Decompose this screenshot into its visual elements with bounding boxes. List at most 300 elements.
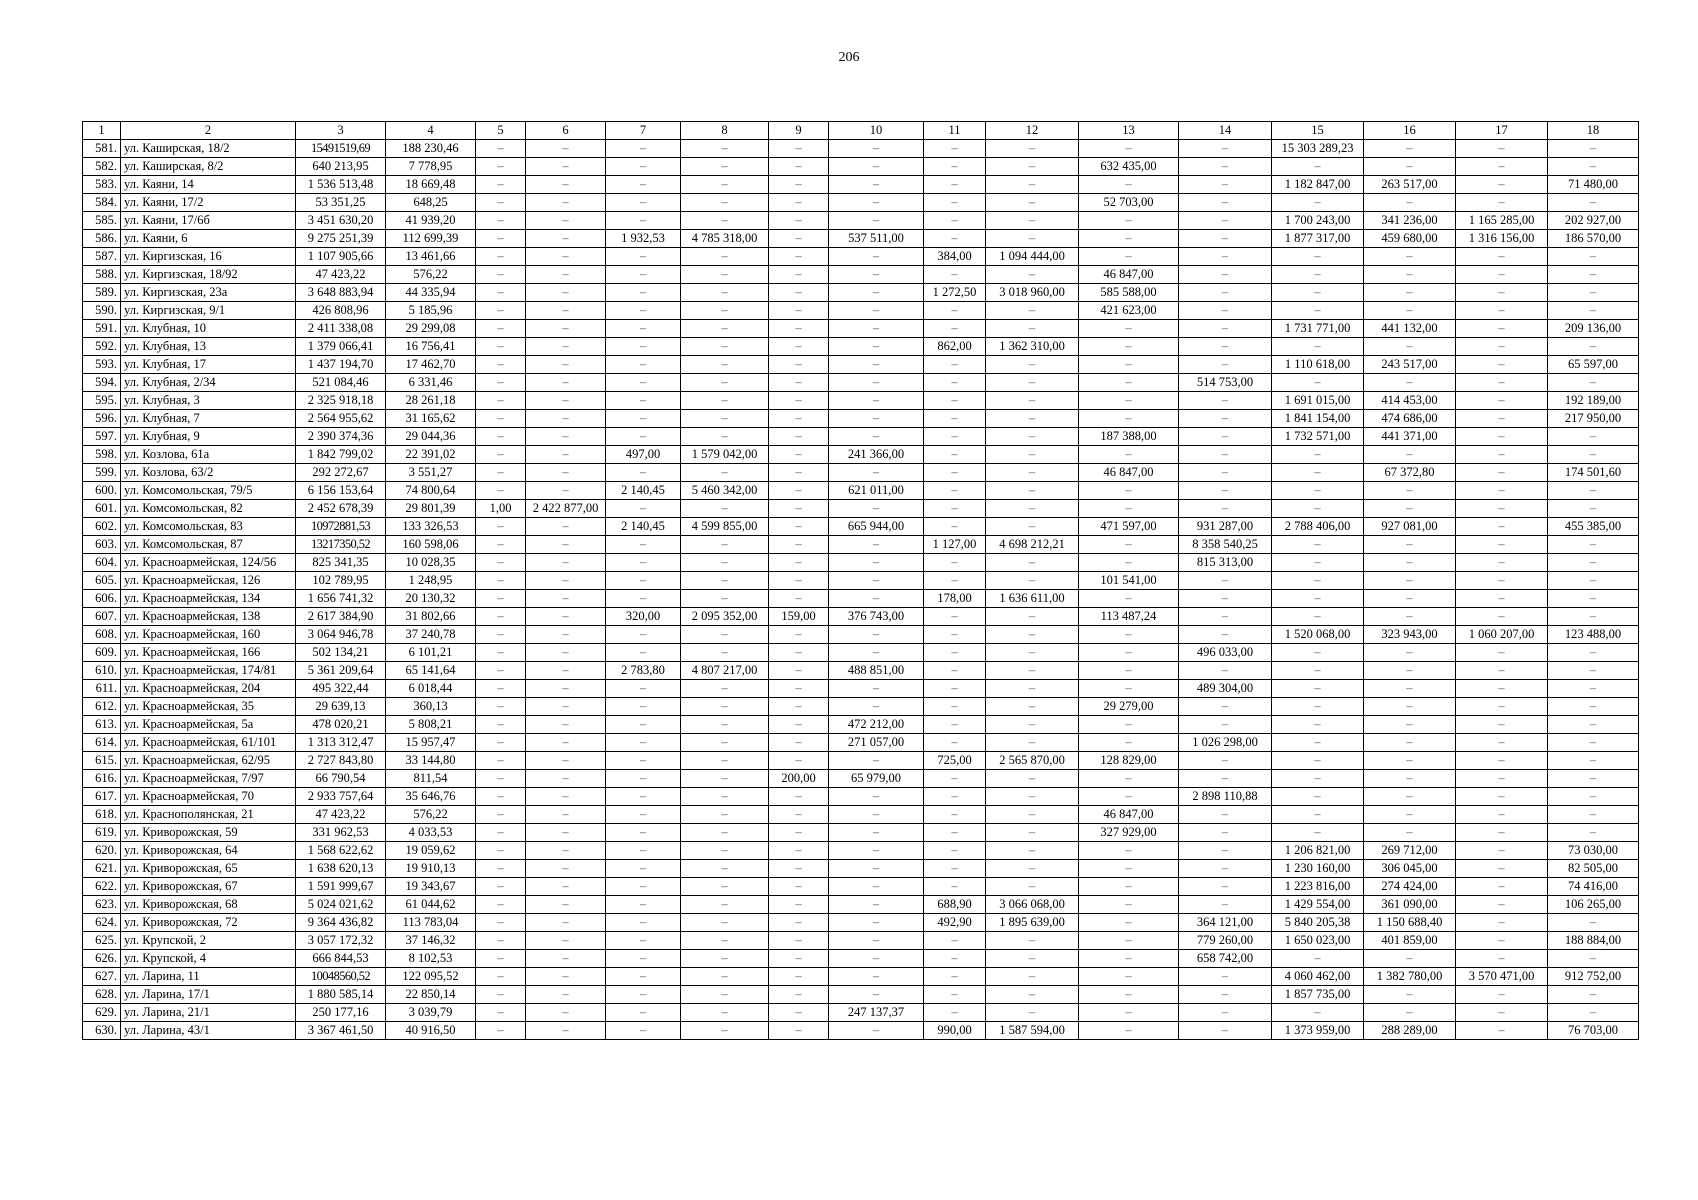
address-cell: ул. Каширская, 18/2 [121, 140, 296, 158]
value-cell: – [769, 662, 829, 680]
value-cell: – [1079, 248, 1179, 266]
value-cell: – [1548, 194, 1639, 212]
value-cell: – [1548, 680, 1639, 698]
value-cell: 1 373 959,00 [1272, 1022, 1364, 1040]
value-cell: – [986, 860, 1079, 878]
value-cell: – [1179, 1004, 1272, 1022]
value-cell: – [1364, 662, 1456, 680]
value-cell: 1 587 594,00 [986, 1022, 1079, 1040]
row-number-cell: 624. [83, 914, 121, 932]
table-row [83, 626, 1639, 644]
value-cell: 46 847,00 [1079, 464, 1179, 482]
value-cell: – [924, 968, 986, 986]
address-cell: ул. Клубная, 17 [121, 356, 296, 374]
value-cell: – [986, 788, 1079, 806]
row-number-cell: 623. [83, 896, 121, 914]
value-cell: – [986, 158, 1079, 176]
value-cell: – [1272, 788, 1364, 806]
value-cell: – [924, 410, 986, 428]
value-cell: – [1272, 698, 1364, 716]
row-number-cell: 617. [83, 788, 121, 806]
value-cell: – [1272, 554, 1364, 572]
address-cell: ул. Красноармейская, 166 [121, 644, 296, 662]
address-cell: ул. Красноармейская, 134 [121, 590, 296, 608]
value-cell: 640 213,95 [296, 158, 386, 176]
value-cell: – [924, 140, 986, 158]
row-number-cell: 626. [83, 950, 121, 968]
value-cell: – [1456, 374, 1548, 392]
value-cell: – [1272, 500, 1364, 518]
table-row [83, 590, 1639, 608]
value-cell: – [681, 356, 769, 374]
table-row [83, 302, 1639, 320]
value-cell: – [1272, 464, 1364, 482]
table-row [83, 842, 1639, 860]
value-cell: – [526, 320, 606, 338]
value-cell: – [1456, 500, 1548, 518]
value-cell: – [1079, 554, 1179, 572]
value-cell: – [1079, 446, 1179, 464]
column-header: 7 [606, 122, 681, 140]
value-cell: 2 325 918,18 [296, 392, 386, 410]
value-cell: – [681, 320, 769, 338]
value-cell: 361 090,00 [1364, 896, 1456, 914]
column-header: 14 [1179, 122, 1272, 140]
value-cell: – [606, 140, 681, 158]
value-cell: 1 650 023,00 [1272, 932, 1364, 950]
value-cell: – [1456, 320, 1548, 338]
value-cell: 455 385,00 [1548, 518, 1639, 536]
value-cell: – [1079, 914, 1179, 932]
value-cell: – [924, 464, 986, 482]
value-cell: 472 212,00 [829, 716, 924, 734]
address-cell: ул. Каяни, 17/6б [121, 212, 296, 230]
value-cell: 1 880 585,14 [296, 986, 386, 1004]
value-cell: – [526, 806, 606, 824]
row-number-cell: 616. [83, 770, 121, 788]
value-cell: – [681, 932, 769, 950]
value-cell: 331 962,53 [296, 824, 386, 842]
value-cell: – [1272, 338, 1364, 356]
value-cell: – [681, 716, 769, 734]
value-cell: – [526, 212, 606, 230]
row-number-cell: 609. [83, 644, 121, 662]
table-row [83, 572, 1639, 590]
address-cell: ул. Клубная, 3 [121, 392, 296, 410]
value-cell: – [476, 428, 526, 446]
value-cell: 688,90 [924, 896, 986, 914]
value-cell: 5 460 342,00 [681, 482, 769, 500]
value-cell: 990,00 [924, 1022, 986, 1040]
value-cell: 263 517,00 [1364, 176, 1456, 194]
value-cell: – [476, 914, 526, 932]
value-cell: – [986, 644, 1079, 662]
value-cell: – [1272, 608, 1364, 626]
table-row [83, 536, 1639, 554]
value-cell: 1 520 068,00 [1272, 626, 1364, 644]
address-cell: ул. Каяни, 14 [121, 176, 296, 194]
value-cell: – [1548, 770, 1639, 788]
value-cell: – [681, 1004, 769, 1022]
value-cell: – [606, 860, 681, 878]
value-cell: 73 030,00 [1548, 842, 1639, 860]
value-cell: – [606, 590, 681, 608]
value-cell: – [1456, 914, 1548, 932]
value-cell: – [769, 680, 829, 698]
value-cell: – [1548, 788, 1639, 806]
value-cell: 811,54 [386, 770, 476, 788]
value-cell: – [526, 932, 606, 950]
value-cell: – [769, 878, 829, 896]
value-cell: – [986, 392, 1079, 410]
value-cell: – [1364, 1004, 1456, 1022]
value-cell: – [606, 644, 681, 662]
address-cell: ул. Краснополянская, 21 [121, 806, 296, 824]
value-cell: 41 939,20 [386, 212, 476, 230]
value-cell: 274 424,00 [1364, 878, 1456, 896]
row-number-cell: 595. [83, 392, 121, 410]
value-cell: – [1272, 1004, 1364, 1022]
value-cell: – [526, 1022, 606, 1040]
value-cell: – [681, 914, 769, 932]
row-number-cell: 590. [83, 302, 121, 320]
value-cell: 53 351,25 [296, 194, 386, 212]
table-row [83, 212, 1639, 230]
value-cell: – [1079, 986, 1179, 1004]
table-row [83, 698, 1639, 716]
value-cell: – [476, 788, 526, 806]
value-cell: – [1364, 302, 1456, 320]
address-cell: ул. Комсомольская, 79/5 [121, 482, 296, 500]
value-cell: – [1456, 842, 1548, 860]
value-cell: 4 060 462,00 [1272, 968, 1364, 986]
value-cell: – [1272, 752, 1364, 770]
value-cell: – [769, 482, 829, 500]
value-cell: – [986, 428, 1079, 446]
value-cell: – [924, 626, 986, 644]
value-cell: – [829, 320, 924, 338]
value-cell: 1 638 620,13 [296, 860, 386, 878]
table-row [83, 806, 1639, 824]
value-cell: 13217350,52 [296, 536, 386, 554]
table-row [83, 266, 1639, 284]
value-cell: – [1272, 194, 1364, 212]
value-cell: – [1456, 644, 1548, 662]
value-cell: – [476, 212, 526, 230]
value-cell: – [769, 248, 829, 266]
value-cell: – [829, 140, 924, 158]
value-cell: – [1456, 698, 1548, 716]
header-row [83, 122, 1639, 140]
value-cell: – [526, 626, 606, 644]
value-cell: – [1548, 716, 1639, 734]
value-cell: – [681, 896, 769, 914]
column-header: 2 [121, 122, 296, 140]
value-cell: 1 656 741,32 [296, 590, 386, 608]
value-cell: – [1364, 608, 1456, 626]
table-row [83, 176, 1639, 194]
value-cell: 65 141,64 [386, 662, 476, 680]
value-cell: 9 275 251,39 [296, 230, 386, 248]
value-cell: – [1456, 392, 1548, 410]
value-cell: – [986, 950, 1079, 968]
value-cell: – [526, 842, 606, 860]
value-cell: 6 018,44 [386, 680, 476, 698]
value-cell: 15491519,69 [296, 140, 386, 158]
value-cell: 1 568 622,62 [296, 842, 386, 860]
value-cell: 37 146,32 [386, 932, 476, 950]
value-cell: – [1456, 266, 1548, 284]
table-row [83, 446, 1639, 464]
value-cell: – [1364, 266, 1456, 284]
value-cell: – [476, 536, 526, 554]
row-number-cell: 592. [83, 338, 121, 356]
value-cell: – [476, 986, 526, 1004]
value-cell: – [986, 212, 1079, 230]
value-cell: – [476, 338, 526, 356]
value-cell: – [606, 302, 681, 320]
value-cell: – [1179, 212, 1272, 230]
value-cell: – [924, 1004, 986, 1022]
value-cell: 1 379 066,41 [296, 338, 386, 356]
value-cell: – [526, 698, 606, 716]
value-cell: – [829, 266, 924, 284]
value-cell: – [1272, 680, 1364, 698]
value-cell: 8 358 540,25 [1179, 536, 1272, 554]
value-cell: – [1456, 806, 1548, 824]
value-cell: 862,00 [924, 338, 986, 356]
value-cell: – [829, 626, 924, 644]
value-cell: – [1179, 572, 1272, 590]
value-cell: 2 140,45 [606, 518, 681, 536]
value-cell: 123 488,00 [1548, 626, 1639, 644]
value-cell: – [606, 1022, 681, 1040]
value-cell: – [1079, 356, 1179, 374]
value-cell: – [1179, 770, 1272, 788]
value-cell: 128 829,00 [1079, 752, 1179, 770]
table-row [83, 392, 1639, 410]
value-cell: – [1548, 752, 1639, 770]
table-row [83, 1004, 1639, 1022]
value-cell: 2 422 877,00 [526, 500, 606, 518]
value-cell: – [1364, 446, 1456, 464]
value-cell: – [1364, 752, 1456, 770]
value-cell: – [829, 698, 924, 716]
value-cell: – [1079, 662, 1179, 680]
value-cell: – [1179, 248, 1272, 266]
value-cell: 1 206 821,00 [1272, 842, 1364, 860]
address-cell: ул. Каяни, 6 [121, 230, 296, 248]
value-cell: – [829, 680, 924, 698]
value-cell: – [1456, 608, 1548, 626]
value-cell: – [1179, 500, 1272, 518]
value-cell: – [526, 860, 606, 878]
value-cell: 31 802,66 [386, 608, 476, 626]
value-cell: – [1364, 986, 1456, 1004]
value-cell: – [476, 158, 526, 176]
value-cell: 61 044,62 [386, 896, 476, 914]
value-cell: 3 451 630,20 [296, 212, 386, 230]
value-cell: – [1548, 644, 1639, 662]
value-cell: 648,25 [386, 194, 476, 212]
value-cell: – [986, 806, 1079, 824]
value-cell: – [1079, 338, 1179, 356]
value-cell: – [1364, 770, 1456, 788]
value-cell: – [1079, 320, 1179, 338]
value-cell: – [829, 878, 924, 896]
value-cell: – [1079, 734, 1179, 752]
value-cell: – [1272, 158, 1364, 176]
value-cell: 29 639,13 [296, 698, 386, 716]
address-cell: ул. Красноармейская, 126 [121, 572, 296, 590]
value-cell: – [769, 914, 829, 932]
value-cell: – [1456, 158, 1548, 176]
row-number-cell: 605. [83, 572, 121, 590]
value-cell: – [986, 446, 1079, 464]
value-cell: – [476, 140, 526, 158]
table-row [83, 788, 1639, 806]
row-number-cell: 608. [83, 626, 121, 644]
value-cell: – [1364, 734, 1456, 752]
value-cell: – [476, 320, 526, 338]
table-row [83, 950, 1639, 968]
value-cell: – [769, 896, 829, 914]
value-cell: – [526, 644, 606, 662]
value-cell: 4 033,53 [386, 824, 476, 842]
value-cell: – [769, 266, 829, 284]
address-cell: ул. Киргизская, 23а [121, 284, 296, 302]
column-header: 4 [386, 122, 476, 140]
value-cell: 1 579 042,00 [681, 446, 769, 464]
value-cell: – [1364, 536, 1456, 554]
value-cell: – [681, 338, 769, 356]
value-cell: – [526, 770, 606, 788]
value-cell: 4 807 217,00 [681, 662, 769, 680]
value-cell: – [829, 464, 924, 482]
value-cell: – [1079, 482, 1179, 500]
value-cell: – [769, 428, 829, 446]
value-cell: 2 933 757,64 [296, 788, 386, 806]
value-cell: 4 785 318,00 [681, 230, 769, 248]
value-cell: 3 018 960,00 [986, 284, 1079, 302]
value-cell: – [769, 644, 829, 662]
column-header: 15 [1272, 122, 1364, 140]
value-cell: 19 343,67 [386, 878, 476, 896]
value-cell: – [986, 734, 1079, 752]
value-cell: – [1456, 536, 1548, 554]
value-cell: – [986, 878, 1079, 896]
value-cell: – [1179, 140, 1272, 158]
value-cell: – [526, 788, 606, 806]
column-header: 12 [986, 122, 1079, 140]
value-cell: – [924, 482, 986, 500]
value-cell: – [769, 374, 829, 392]
value-cell: – [681, 500, 769, 518]
value-cell: – [924, 806, 986, 824]
value-cell: 2 617 384,90 [296, 608, 386, 626]
value-cell: – [1456, 140, 1548, 158]
value-cell: – [769, 320, 829, 338]
value-cell: – [526, 392, 606, 410]
value-cell: 2 783,80 [606, 662, 681, 680]
row-number-cell: 614. [83, 734, 121, 752]
value-cell: 666 844,53 [296, 950, 386, 968]
table-row [83, 248, 1639, 266]
value-cell: – [526, 680, 606, 698]
value-cell: 421 623,00 [1079, 302, 1179, 320]
value-cell: – [1364, 158, 1456, 176]
value-cell: 29 044,36 [386, 428, 476, 446]
value-cell: – [476, 590, 526, 608]
value-cell: 4 698 212,21 [986, 536, 1079, 554]
value-cell: – [924, 824, 986, 842]
value-cell: – [924, 716, 986, 734]
value-cell: – [681, 770, 769, 788]
value-cell: 71 480,00 [1548, 176, 1639, 194]
value-cell: – [606, 284, 681, 302]
value-cell: – [1364, 788, 1456, 806]
table-row [83, 464, 1639, 482]
value-cell: – [1364, 338, 1456, 356]
value-cell: – [1456, 788, 1548, 806]
value-cell: – [924, 158, 986, 176]
value-cell: 33 144,80 [386, 752, 476, 770]
address-cell: ул. Красноармейская, 174/81 [121, 662, 296, 680]
value-cell: 2 452 678,39 [296, 500, 386, 518]
value-cell: 496 033,00 [1179, 644, 1272, 662]
value-cell: – [1179, 590, 1272, 608]
value-cell: – [1456, 194, 1548, 212]
value-cell: 113 487,24 [1079, 608, 1179, 626]
value-cell: – [681, 266, 769, 284]
value-cell: – [769, 554, 829, 572]
address-cell: ул. Красноармейская, 70 [121, 788, 296, 806]
value-cell: 576,22 [386, 806, 476, 824]
value-cell: 502 134,21 [296, 644, 386, 662]
value-cell: – [924, 950, 986, 968]
value-cell: 5 808,21 [386, 716, 476, 734]
value-cell: 1 877 317,00 [1272, 230, 1364, 248]
value-cell: – [1179, 194, 1272, 212]
value-cell: – [681, 302, 769, 320]
address-cell: ул. Козлова, 63/2 [121, 464, 296, 482]
value-cell: – [829, 932, 924, 950]
value-cell: – [681, 878, 769, 896]
value-cell: – [1179, 392, 1272, 410]
row-number-cell: 601. [83, 500, 121, 518]
value-cell: – [1456, 896, 1548, 914]
value-cell: – [681, 644, 769, 662]
value-cell: – [476, 176, 526, 194]
value-cell: – [1179, 842, 1272, 860]
value-cell: – [1364, 680, 1456, 698]
column-header: 3 [296, 122, 386, 140]
value-cell: – [829, 644, 924, 662]
value-cell: – [1456, 518, 1548, 536]
value-cell: 9 364 436,82 [296, 914, 386, 932]
value-cell: – [1079, 140, 1179, 158]
value-cell: – [924, 302, 986, 320]
value-cell: – [1548, 950, 1639, 968]
value-cell: – [1179, 428, 1272, 446]
value-cell: – [829, 410, 924, 428]
table-body [83, 140, 1639, 1040]
value-cell: – [1272, 716, 1364, 734]
value-cell: – [829, 896, 924, 914]
value-cell: 46 847,00 [1079, 266, 1179, 284]
value-cell: 6 156 153,64 [296, 482, 386, 500]
value-cell: – [829, 572, 924, 590]
